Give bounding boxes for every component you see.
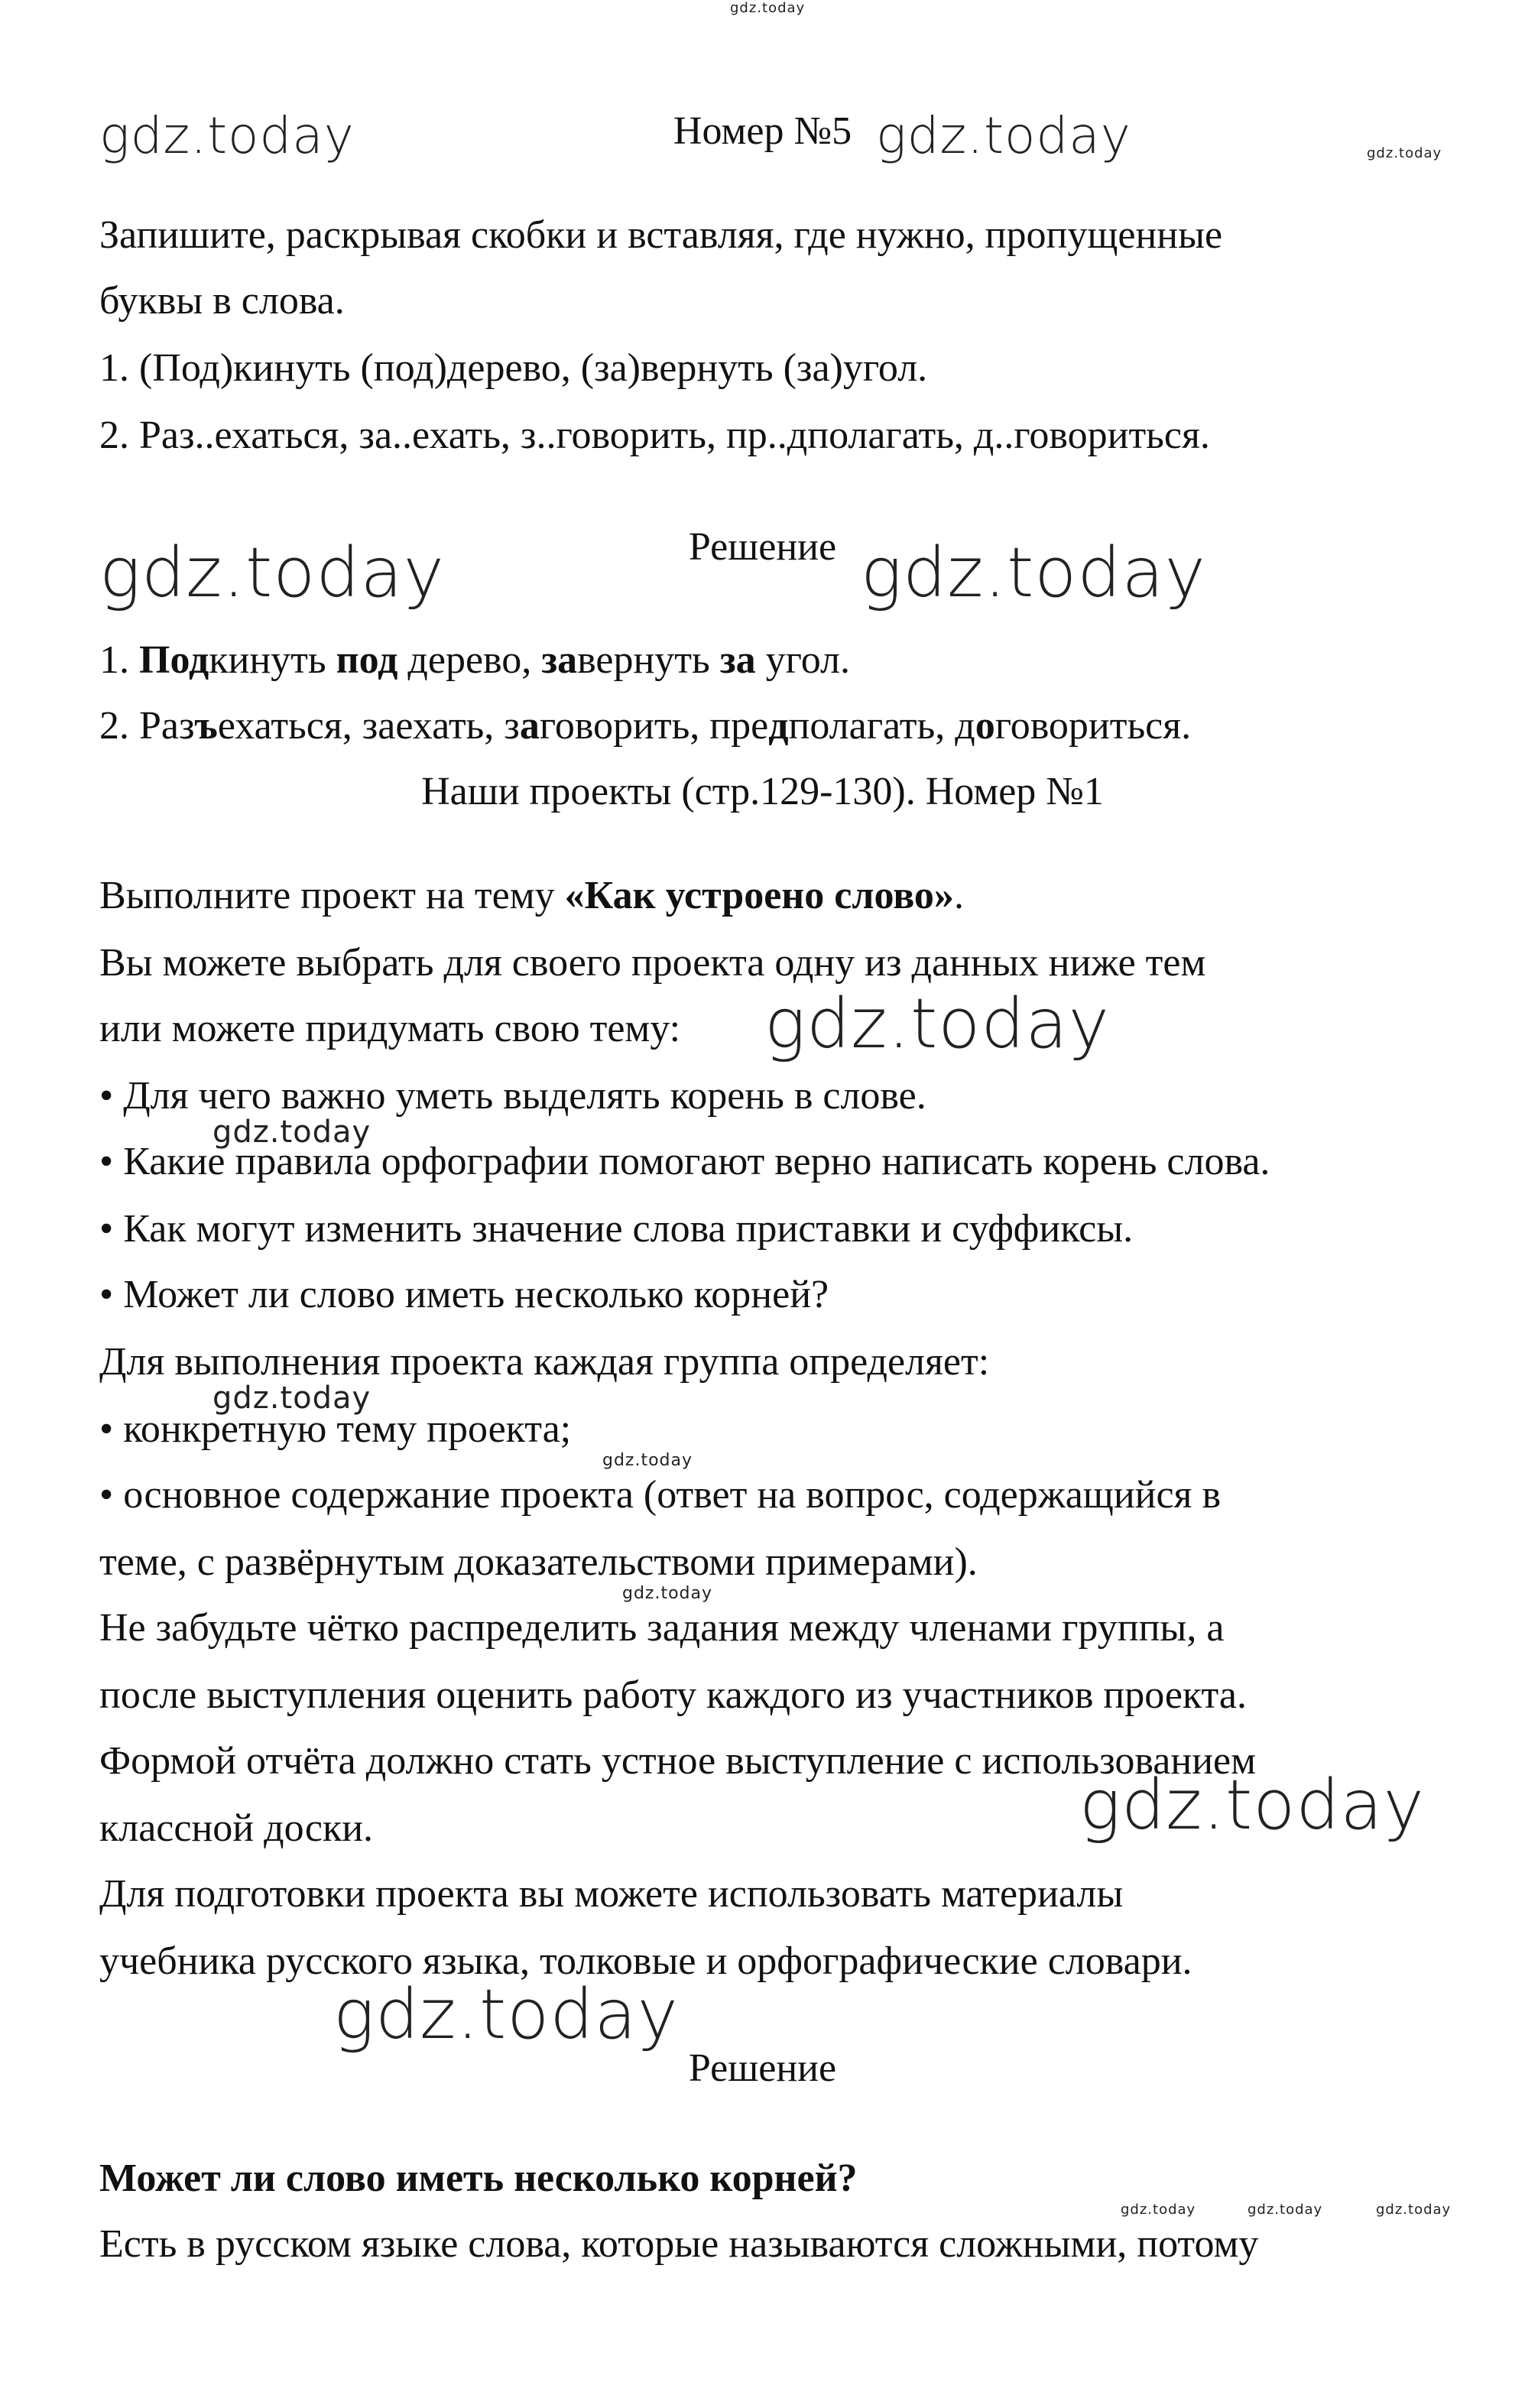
watermark: gdz.today: [764, 984, 1110, 1064]
watermark: gdz.today: [602, 1451, 693, 1470]
watermark: gdz.today: [1367, 145, 1442, 161]
watermark: gdz.today: [1079, 1765, 1425, 1845]
watermark: gdz.today: [861, 533, 1206, 613]
project-line: • Может ли слово иметь несколько корней?: [99, 1273, 829, 1316]
project-line: после выступления оценить работу каждого из участников проекта.: [99, 1673, 1247, 1717]
task-title: Номер №5: [673, 109, 852, 153]
task-statement-line: 1. (Под)кинуть (под)дерево, (за)вернуть (за)угол.: [99, 346, 928, 390]
project-line: классной доски.: [99, 1806, 374, 1850]
project-line: Формой отчёта должно стать устное выступление с использованием: [99, 1739, 1257, 1783]
watermark: gdz.today: [622, 1584, 713, 1603]
watermark: gdz.today: [876, 106, 1131, 165]
project-line: • основное содержание проекта (ответ на вопрос, содержащийся в: [99, 1473, 1222, 1517]
task-statement-line: буквы в слова.: [99, 279, 345, 323]
watermark: gdz.today: [1248, 2202, 1323, 2218]
project-line: Вы можете выбрать для своего проекта одну из данных ниже тем: [99, 941, 1206, 985]
answer-text-line: Есть в русском языке слова, которые называются сложными, потому: [99, 2222, 1259, 2266]
project-line: • Для чего важно уметь выделять корень в слове.: [99, 1074, 926, 1118]
watermark: gdz.today: [213, 1115, 372, 1150]
answer-heading: Может ли слово иметь несколько корней?: [99, 2156, 858, 2200]
project-line: • конкретную тему проекта;: [99, 1407, 572, 1451]
project-title: Наши проекты (стр.129-130). Номер №1: [421, 770, 1104, 813]
answer-line-2: 2. Разъехаться, заехать, заговорить, предполагать, договориться.: [99, 704, 1192, 748]
project-line: • Какие правила орфографии помогают верно написать корень слова.: [99, 1140, 1270, 1183]
task-statement-line: Запишите, раскрывая скобки и вставляя, где нужно, пропущенные: [99, 213, 1223, 257]
project-solution-heading: Решение: [688, 2046, 837, 2090]
project-line: учебника русского языка, толковые и орфографические словари.: [99, 1939, 1192, 1983]
watermark: gdz.today: [99, 106, 355, 165]
project-line: Для подготовки проекта вы можете использовать материалы: [99, 1872, 1124, 1916]
project-line: • Как могут изменить значение слова приставки и суффиксы.: [99, 1207, 1134, 1251]
watermark: gdz.today: [333, 1975, 679, 2055]
watermark-top: gdz.today: [730, 0, 806, 16]
watermark: gdz.today: [213, 1381, 372, 1416]
project-line: или можете придумать свою тему:: [99, 1007, 681, 1050]
project-line: теме, с развёрнутым доказательствоми примерами).: [99, 1540, 978, 1584]
project-line: Не забудьте чётко распределить задания между членами группы, а: [99, 1606, 1225, 1650]
watermark: gdz.today: [1121, 2202, 1196, 2218]
watermark: gdz.today: [1376, 2202, 1452, 2218]
project-intro: Выполните проект на тему «Как устроено слово».: [99, 874, 964, 917]
task-statement-line: 2. Раз..ехаться, за..ехать, з..говорить, пр..дполагать, д..говориться.: [99, 414, 1210, 457]
watermark: gdz.today: [99, 533, 445, 613]
solution-heading: Решение: [688, 525, 837, 569]
project-line: Для выполнения проекта каждая группа определяет:: [99, 1340, 990, 1384]
answer-line-1: 1. Подкинуть под дерево, завернуть за угол.: [99, 638, 850, 682]
